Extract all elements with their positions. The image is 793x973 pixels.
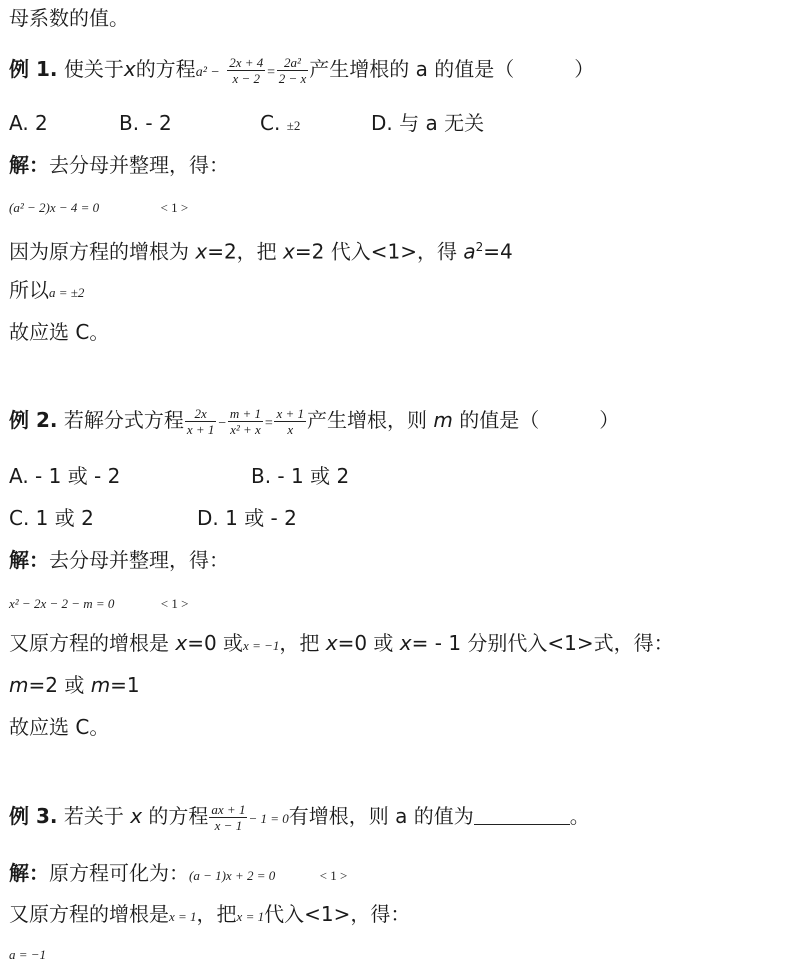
example-2-equation [9, 587, 188, 618]
example-2-options-row-2 [9, 504, 789, 532]
text: =0 或 [187, 631, 244, 655]
fraction [274, 406, 306, 437]
option-c-math: ±2 [286, 118, 301, 133]
question-text: 。 [569, 804, 590, 828]
text: =2 或 [28, 673, 91, 697]
solution-label: 解： [9, 548, 49, 572]
solution-equation: x² − 2x − 2 − m = 0 [9, 596, 115, 611]
example-3-question [9, 802, 590, 833]
text: ，把 [196, 902, 237, 926]
question-text: 产生增根，则 [307, 408, 434, 432]
math-expression: a = ±2 [49, 285, 85, 300]
example-1-options [9, 109, 789, 137]
text: ，把 [279, 631, 326, 655]
option-a: A. 2 [9, 111, 48, 135]
example-3-label: 例 3. [9, 804, 58, 828]
fraction-denominator: x² + x [230, 422, 261, 437]
example-3-line-3 [9, 938, 46, 969]
fraction-numerator: x + 1 [276, 406, 305, 421]
option-b: B. - 1 或 2 [251, 464, 350, 488]
example-1-question [9, 55, 594, 87]
solution-equation: (a − 1)x + 2 = 0 [189, 868, 276, 883]
var-x: x [325, 631, 338, 655]
var-x: x [283, 239, 295, 264]
fraction-denominator: x − 2 [232, 71, 260, 86]
example-2-label: 例 2. [9, 408, 58, 432]
question-text: 有增根，则 a 的值为 [288, 804, 474, 828]
text: 又原方程的增根是 [9, 631, 176, 655]
math-expression: x = 1 [169, 909, 197, 924]
solution-text: 去分母并整理，得： [49, 548, 229, 572]
var-x: x [195, 239, 208, 264]
equation-tag: < 1 > [319, 868, 348, 883]
math-expression: x = 1 [236, 909, 265, 924]
solution-label: 解： [9, 861, 49, 885]
question-text: 产生增根的 a 的值是（ ） [309, 57, 595, 81]
equals-sign: = [264, 416, 274, 431]
option-c-letter: C. [260, 111, 281, 135]
var-x: x [399, 631, 412, 655]
example-1-line-3 [9, 276, 84, 307]
example-2-conclusion: 故应选 C。 [9, 715, 110, 739]
fraction-numerator: 2a² [277, 55, 309, 71]
math-expression: a = −1 [9, 947, 47, 962]
var-x: x [175, 631, 188, 655]
fraction-denominator: x − 1 [214, 818, 243, 833]
example-3-solution [9, 859, 347, 890]
example-2-question [9, 406, 619, 438]
example-1-line-2 [9, 233, 513, 266]
text: = - 1 分别代入<1>式，得： [411, 631, 674, 655]
fraction [185, 406, 217, 437]
fraction [228, 406, 263, 437]
fraction-denominator: x [287, 422, 294, 437]
fraction-numerator: ax + 1 [211, 802, 246, 817]
example-1-label: 例 1. [9, 57, 58, 81]
math-expression: − 1 = 0 [248, 811, 289, 826]
fraction-numerator: 2x + 4 [229, 55, 264, 70]
question-text: 的方程 [142, 804, 209, 828]
fraction [277, 55, 309, 86]
var-m: m [433, 408, 453, 432]
question-text: 的值是（ ） [452, 408, 620, 432]
var-m: m [90, 673, 111, 697]
fraction-denominator: x + 1 [186, 422, 215, 437]
fraction [209, 802, 247, 833]
solution-text: 去分母并整理，得： [49, 153, 229, 177]
fraction-numerator: 2x [185, 406, 217, 422]
text: 代入<1>，得： [264, 902, 411, 926]
var-m: m [9, 673, 29, 697]
option-d: D. 与 a 无关 [371, 111, 485, 135]
text: 又原方程的增根是 [9, 902, 169, 926]
example-1-conclusion: 故应选 C。 [9, 320, 110, 344]
var-x: x [130, 804, 143, 828]
question-text: 若解分式方程 [63, 408, 184, 432]
solution-label: 解： [9, 153, 49, 177]
example-1-equation [9, 191, 188, 222]
text: =2，把 [207, 239, 284, 264]
text: =4 [483, 239, 513, 264]
example-2-solution-intro [9, 546, 229, 574]
fraction-denominator: 2 − x [278, 71, 307, 86]
solution-equation: (a² − 2)x − 4 = 0 [9, 200, 100, 215]
equation-term: a² − [195, 65, 220, 80]
text: 因为原方程的增根为 [9, 239, 196, 264]
text: 所以 [9, 278, 49, 302]
equals-sign: = [266, 65, 276, 80]
example-2-line-2 [9, 629, 674, 660]
example-2-options-row-1 [9, 462, 789, 490]
text: =1 [110, 673, 140, 697]
fraction [227, 55, 265, 86]
question-text: 的方程 [135, 57, 196, 81]
example-3-line-2 [9, 900, 410, 931]
text: =2 代入<1>，得 [294, 239, 464, 264]
var-a: a [463, 239, 476, 264]
fraction-numerator: m + 1 [229, 406, 262, 421]
minus-sign: − [217, 416, 227, 431]
example-2-line-3 [9, 671, 140, 699]
question-text: 使关于 [63, 57, 124, 81]
solution-text: 原方程可化为： [49, 861, 189, 885]
intro-text: 母系数的值。 [9, 6, 129, 30]
var-x: x [123, 57, 136, 81]
option-b: B. - 2 [119, 111, 172, 135]
equation-tag: < 1 > [160, 596, 189, 611]
math-expression: x = −1 [243, 638, 280, 653]
option-c [260, 109, 300, 140]
answer-blank [474, 806, 570, 825]
question-text: 若关于 [63, 804, 131, 828]
superscript: 2 [475, 240, 484, 254]
option-a: A. - 1 或 - 2 [9, 464, 121, 488]
option-c: C. 1 或 2 [9, 506, 94, 530]
example-1-solution-intro [9, 151, 229, 179]
text: =0 或 [337, 631, 400, 655]
option-d: D. 1 或 - 2 [197, 506, 297, 530]
equation-tag: < 1 > [160, 200, 189, 215]
